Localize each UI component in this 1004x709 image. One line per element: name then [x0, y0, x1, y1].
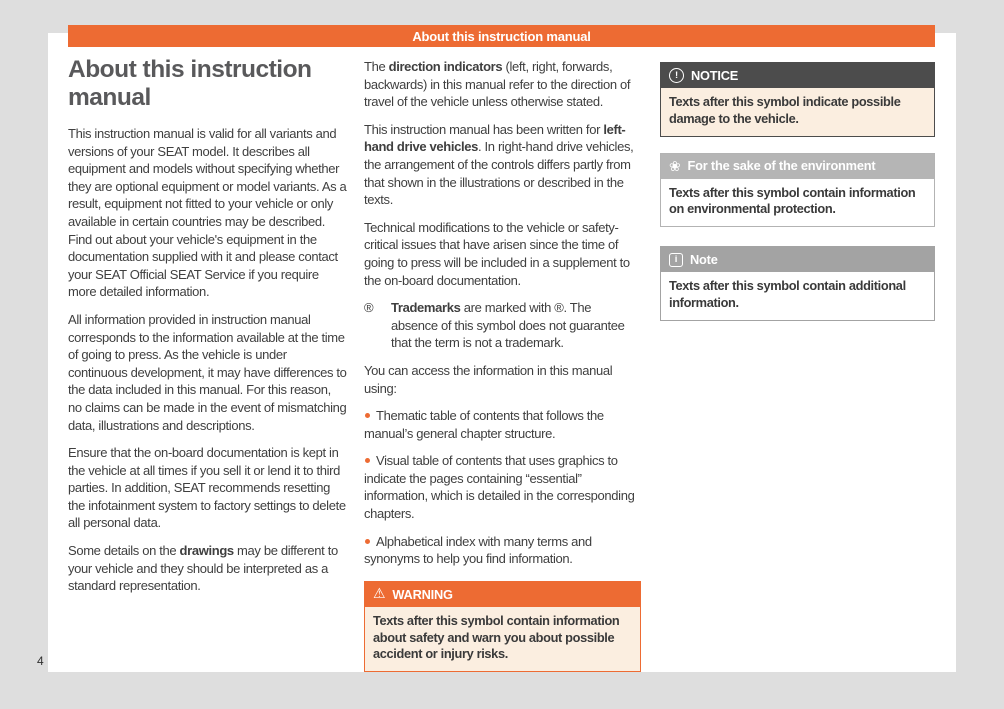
- note-box-title: Note: [690, 251, 718, 267]
- notice-box-title: NOTICE: [691, 67, 739, 83]
- notice-box-header: [661, 63, 934, 88]
- list-item: [364, 452, 641, 522]
- flower-icon: ❀: [669, 158, 681, 175]
- warning-box: [364, 581, 641, 672]
- notice-box: [660, 62, 935, 137]
- paragraph: This instruction manual has been written for left-hand drive vehicles. In right-hand drive vehicles, the arrangement of the controls differs partly from that shown in the illustrations or described in the texts.: [364, 121, 634, 208]
- environment-box-header: [661, 154, 934, 179]
- note-box-header: [661, 247, 934, 272]
- registered-trademark-icon: ®: [364, 300, 374, 316]
- page-number: 4: [37, 654, 44, 668]
- environment-box: [660, 153, 935, 228]
- right-column: [660, 62, 935, 321]
- paragraph: Ensure that the on-board documentation is kept in the vehicle at all times if you sell it or lend it to third parties. In addition, SEAT recommends resetting the infotainment system to factory settings to delete all personal data.: [68, 445, 346, 531]
- bullet-icon: [365, 458, 370, 463]
- list-item: [364, 533, 641, 568]
- warning-triangle-icon: ⚠: [373, 585, 386, 602]
- warning-box-header: [365, 582, 640, 607]
- bullet-icon: [365, 413, 370, 418]
- warning-box-body: Texts after this symbol contain information about safety and warn you about possible accident or injury risks.: [365, 607, 640, 671]
- page-header-title: About this instruction manual: [412, 28, 591, 44]
- environment-box-title: For the sake of the environment: [687, 158, 876, 174]
- note-box: [660, 246, 935, 321]
- bullet-icon: [365, 539, 370, 544]
- list-item-text: Alphabetical index with many terms and synonyms to help you find information.: [364, 533, 592, 567]
- info-square-icon: i: [669, 253, 683, 267]
- list-item: [364, 407, 641, 442]
- trademark-item: [364, 299, 641, 352]
- page-header-bar: [68, 25, 935, 47]
- left-column: [68, 56, 347, 605]
- notice-box-body: Texts after this symbol indicate possible damage to the vehicle.: [661, 88, 934, 136]
- middle-column: [364, 58, 641, 672]
- note-box-body: Texts after this symbol contain additional information.: [661, 272, 934, 320]
- page-title: About this instruction manual: [68, 56, 312, 111]
- list-item-text: Visual table of contents that uses graphics to indicate the pages containing “essential” information, which is detailed in the corresponding chapters.: [364, 453, 635, 522]
- paragraph: Technical modifications to the vehicle or safety-critical issues that have arisen since the time of going to press will be included in a supplement to the on-board documentation.: [364, 219, 630, 288]
- environment-box-body: Texts after this symbol contain information on environmental protection.: [661, 179, 934, 227]
- trademark-text: Trademarks are marked with ®. The absence of this symbol does not guarantee that the term is not a trademark.: [391, 300, 625, 351]
- exclamation-circle-icon: !: [669, 68, 684, 83]
- list-item-text: Thematic table of contents that follows the manual’s general chapter structure.: [364, 408, 604, 441]
- paragraph: The direction indicators (left, right, forwards, backwards) in this manual refer to the direction of travel of the vehicle unless otherwise stated.: [364, 59, 631, 110]
- warning-box-title: WARNING: [392, 586, 453, 602]
- paragraph: This instruction manual is valid for all variants and versions of your SEAT model. It describes all equipment and models without specifying whether they are optional equipment or model variants. As a result, equipment not fitted to your vehicle or only available in certain countries may be described. Find out about your vehicle's equipment in the documentation supplied with it and please contact your SEAT Official SEAT Service if you require more detailed information.: [68, 126, 347, 300]
- paragraph: All information provided in instruction manual corresponds to the information available at the time of going to press. As the vehicle is under continuous development, it may have differences to the data included in this manual. For this reason, no claims can be made in the event of mismatching data, illustrations and descriptions.: [68, 311, 347, 433]
- paragraph: You can access the information in this manual using:: [364, 362, 613, 396]
- paragraph: Some details on the drawings may be different to your vehicle and they should be interpreted as a standard representation.: [68, 543, 338, 594]
